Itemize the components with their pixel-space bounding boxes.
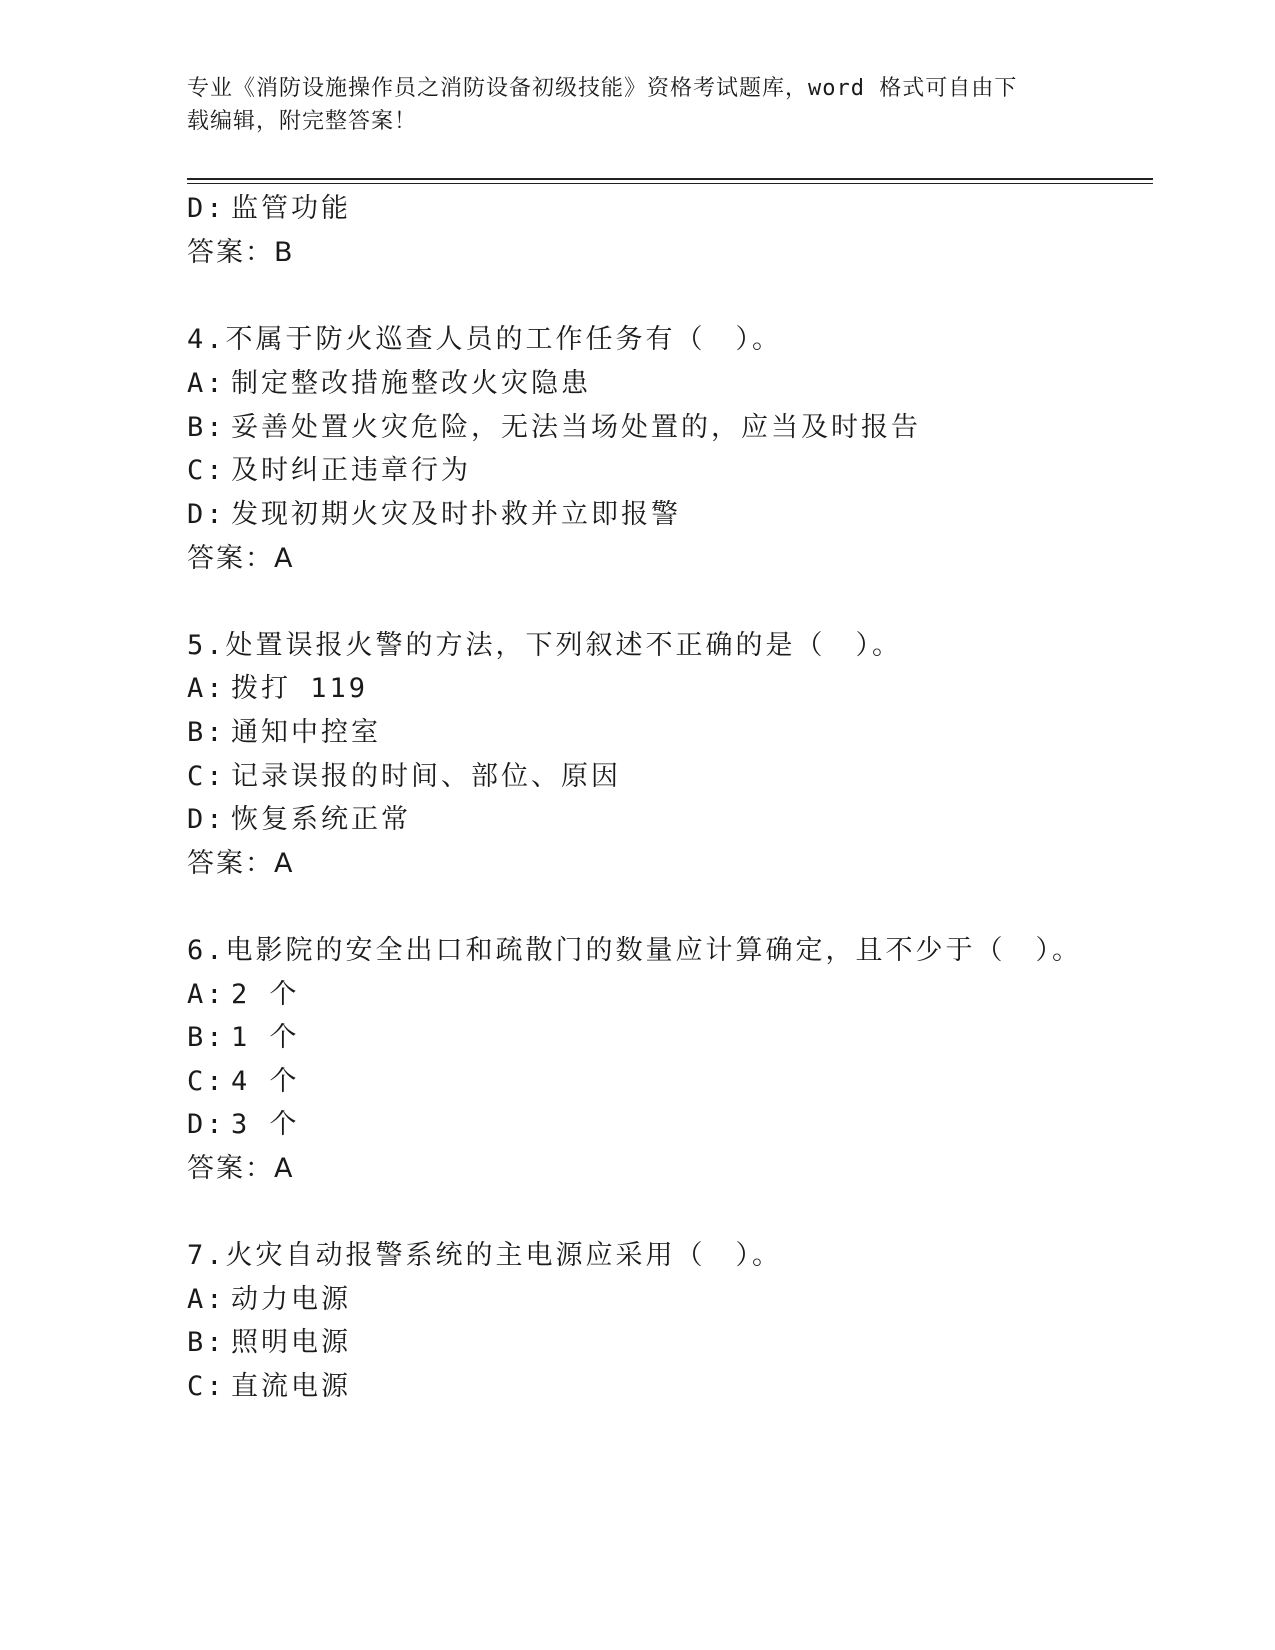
- option-item: [187, 671, 368, 707]
- option-item: [187, 497, 681, 533]
- option-item: [187, 366, 591, 402]
- option-text: 记录误报的时间、部位、原因: [231, 761, 621, 792]
- answer-line: 答案：A: [187, 543, 295, 574]
- option-item: [187, 191, 351, 227]
- option-item: [187, 759, 621, 795]
- option-letter: D:: [187, 804, 226, 835]
- option-text: 直流电源: [231, 1371, 351, 1402]
- answer-line: 答案：A: [187, 1153, 295, 1184]
- question-stem: 6.电影院的安全出口和疏散门的数量应计算确定，且不少于（ ）。: [187, 935, 1083, 966]
- option-text: 4 个: [231, 1066, 300, 1097]
- option-text: 1 个: [231, 1022, 300, 1053]
- question-stem: 5.处置误报火警的方法，下列叙述不正确的是（ ）。: [187, 630, 903, 661]
- option-letter: B:: [187, 717, 226, 748]
- option-text: 通知中控室: [231, 717, 381, 748]
- option-item: [187, 715, 381, 751]
- option-letter: D:: [187, 499, 226, 530]
- option-text: 3 个: [231, 1109, 300, 1140]
- header-divider-thick: [187, 178, 1153, 180]
- option-letter: A:: [187, 1284, 226, 1315]
- option-letter: A:: [187, 979, 226, 1010]
- answer-line: 答案：B: [187, 237, 295, 268]
- option-letter: C:: [187, 761, 226, 792]
- option-text: 妥善处置火灾危险，无法当场处置的，应当及时报告: [231, 412, 921, 443]
- option-text: 拨打 119: [231, 673, 369, 704]
- option-letter: D:: [187, 193, 226, 224]
- option-letter: C:: [187, 1066, 226, 1097]
- option-item: [187, 1020, 300, 1056]
- option-letter: B:: [187, 1327, 226, 1358]
- option-item: [187, 1325, 351, 1361]
- header-line-2: 载编辑，附完整答案！: [187, 109, 418, 134]
- option-text: 制定整改措施整改火灾隐患: [231, 368, 591, 399]
- option-item: [187, 1369, 351, 1405]
- option-item: [187, 1107, 300, 1143]
- option-text: 监管功能: [231, 193, 351, 224]
- header-line-1: 专业《消防设施操作员之消防设备初级技能》资格考试题库，word 格式可自由下: [187, 76, 1018, 101]
- option-text: 照明电源: [231, 1327, 351, 1358]
- answer-line: 答案：A: [187, 848, 295, 879]
- option-item: [187, 453, 471, 489]
- option-letter: D:: [187, 1109, 226, 1140]
- question-stem: 7.火灾自动报警系统的主电源应采用（ ）。: [187, 1240, 783, 1271]
- header-divider-thin: [187, 183, 1153, 184]
- question-stem: 4.不属于防火巡查人员的工作任务有（ ）。: [187, 324, 783, 355]
- option-letter: A:: [187, 673, 226, 704]
- option-item: [187, 410, 921, 446]
- option-letter: A:: [187, 368, 226, 399]
- option-letter: C:: [187, 1371, 226, 1402]
- option-item: [187, 977, 300, 1013]
- option-text: 发现初期火灾及时扑救并立即报警: [231, 499, 681, 530]
- document-header: [187, 72, 1087, 138]
- option-text: 及时纠正违章行为: [231, 455, 471, 486]
- option-item: [187, 802, 411, 838]
- option-item: [187, 1282, 351, 1318]
- option-text: 恢复系统正常: [231, 804, 411, 835]
- option-item: [187, 1064, 300, 1100]
- option-letter: B:: [187, 1022, 226, 1053]
- option-text: 动力电源: [231, 1284, 351, 1315]
- option-letter: C:: [187, 455, 226, 486]
- option-text: 2 个: [231, 979, 300, 1010]
- option-letter: B:: [187, 412, 226, 443]
